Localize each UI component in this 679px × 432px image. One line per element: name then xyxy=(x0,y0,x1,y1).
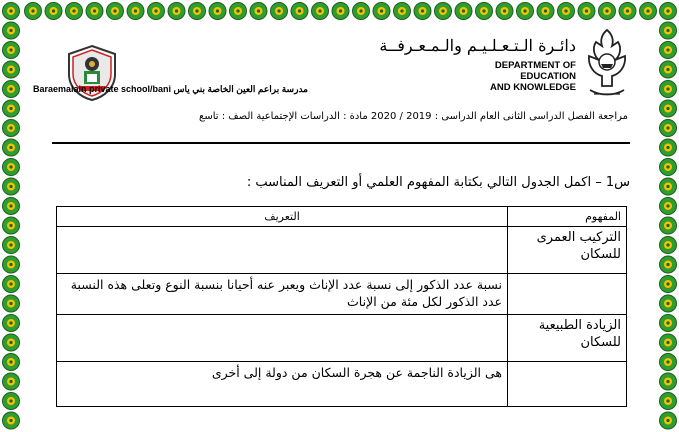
question-1-text: س1 – اكمل الجدول التالي بكتابة المفهوم العلمي أو التعريف المناسب : xyxy=(246,175,630,190)
decorative-border-top xyxy=(22,0,658,22)
concept-cell xyxy=(508,362,627,407)
border-motif-icon xyxy=(353,3,370,20)
border-motif-icon xyxy=(86,3,103,20)
decorative-border-left xyxy=(0,0,22,432)
definition-cell xyxy=(57,315,508,362)
school-name-ar: مدرسة براعم العين الخاصة بني ياس xyxy=(173,84,308,94)
border-motif-icon xyxy=(209,3,226,20)
border-motif-icon xyxy=(537,3,554,20)
border-motif-icon xyxy=(660,256,677,273)
border-motif-icon xyxy=(660,139,677,156)
decorative-border-right xyxy=(657,0,679,432)
definitions-table xyxy=(56,206,627,407)
border-motif-icon xyxy=(3,334,20,351)
table-row xyxy=(57,362,627,407)
abu-dhabi-emblem-icon xyxy=(582,26,632,100)
border-motif-icon xyxy=(332,3,349,20)
department-name-ar: دائـرة الـتـعـلـيـم والـمـعـرفــة xyxy=(379,36,576,55)
border-motif-icon xyxy=(373,3,390,20)
border-motif-icon xyxy=(455,3,472,20)
border-motif-icon xyxy=(3,3,20,20)
border-motif-icon xyxy=(3,256,20,273)
border-motif-icon xyxy=(660,354,677,371)
definition-cell: نسبة عدد الذكور إلى نسبة عدد الإناث ويعبر عنه أحيانا بنسبة النوع وتعلى هذه النسبة عدد الذكور لكل مئة من الإناث xyxy=(57,274,508,315)
border-motif-icon xyxy=(25,3,42,20)
school-name-en: Baraemalain private school/bani xyxy=(32,84,172,94)
border-motif-icon xyxy=(660,198,677,215)
border-motif-icon xyxy=(660,42,677,59)
border-motif-icon xyxy=(312,3,329,20)
border-motif-icon xyxy=(660,100,677,117)
border-motif-icon xyxy=(3,198,20,215)
border-motif-icon xyxy=(660,295,677,312)
border-motif-icon xyxy=(558,3,575,20)
border-motif-icon xyxy=(660,334,677,351)
border-motif-icon xyxy=(3,217,20,234)
border-motif-icon xyxy=(3,120,20,137)
border-motif-icon xyxy=(3,42,20,59)
border-motif-icon xyxy=(250,3,267,20)
table-header-row xyxy=(57,207,627,227)
border-motif-icon xyxy=(3,178,20,195)
concept-cell: الزيادة الطبيعية للسكان xyxy=(508,315,627,362)
border-motif-icon xyxy=(660,3,677,20)
border-motif-icon xyxy=(517,3,534,20)
border-motif-icon xyxy=(660,178,677,195)
border-motif-icon xyxy=(3,61,20,78)
border-motif-icon xyxy=(3,159,20,176)
border-motif-icon xyxy=(271,3,288,20)
concept-cell: التركيب العمرى للسكان xyxy=(508,227,627,274)
border-motif-icon xyxy=(230,3,247,20)
border-motif-icon xyxy=(66,3,83,20)
border-motif-icon xyxy=(660,22,677,39)
border-motif-icon xyxy=(107,3,124,20)
border-motif-icon xyxy=(3,393,20,410)
border-motif-icon xyxy=(3,295,20,312)
border-motif-icon xyxy=(619,3,636,20)
border-motif-icon xyxy=(660,159,677,176)
border-motif-icon xyxy=(394,3,411,20)
border-motif-icon xyxy=(660,393,677,410)
border-motif-icon xyxy=(3,315,20,332)
concept-cell xyxy=(508,274,627,315)
border-motif-icon xyxy=(660,237,677,254)
border-motif-icon xyxy=(3,412,20,429)
border-motif-icon xyxy=(599,3,616,20)
header-definition: التعريف xyxy=(57,207,508,227)
review-info-line: مراجعة الفصل الدراسى الثانى العام الدراسى : 2019 / 2020 مادة : الدراسات الإجتماعية الصف : تاسع xyxy=(199,111,628,122)
table-row xyxy=(57,227,627,274)
border-motif-icon xyxy=(660,373,677,390)
border-motif-icon xyxy=(3,22,20,39)
border-motif-icon xyxy=(414,3,431,20)
border-motif-icon xyxy=(3,81,20,98)
border-motif-icon xyxy=(435,3,452,20)
border-motif-icon xyxy=(640,3,657,20)
border-motif-icon xyxy=(291,3,308,20)
border-motif-icon xyxy=(3,276,20,293)
border-motif-icon xyxy=(660,120,677,137)
table-row xyxy=(57,315,627,362)
border-motif-icon xyxy=(148,3,165,20)
border-motif-icon xyxy=(496,3,513,20)
department-name-en: DEPARTMENT OF EDUCATION AND KNOWLEDGE xyxy=(489,60,576,93)
border-motif-icon xyxy=(189,3,206,20)
border-motif-icon xyxy=(660,61,677,78)
border-motif-icon xyxy=(3,373,20,390)
table-row xyxy=(57,274,627,315)
border-motif-icon xyxy=(3,354,20,371)
border-motif-icon xyxy=(660,315,677,332)
border-motif-icon xyxy=(660,81,677,98)
header-divider xyxy=(52,142,630,144)
header-concept: المفهوم xyxy=(508,207,627,227)
border-motif-icon xyxy=(3,237,20,254)
border-motif-icon xyxy=(3,139,20,156)
border-motif-icon xyxy=(168,3,185,20)
border-motif-icon xyxy=(127,3,144,20)
border-motif-icon xyxy=(660,217,677,234)
definition-cell xyxy=(57,227,508,274)
border-motif-icon xyxy=(660,412,677,429)
definition-cell: هى الزيادة الناجمة عن هجرة السكان من دولة إلى أخرى xyxy=(57,362,508,407)
border-motif-icon xyxy=(578,3,595,20)
border-motif-icon xyxy=(45,3,62,20)
border-motif-icon xyxy=(3,100,20,117)
border-motif-icon xyxy=(660,276,677,293)
school-name xyxy=(32,84,308,95)
border-motif-icon xyxy=(476,3,493,20)
